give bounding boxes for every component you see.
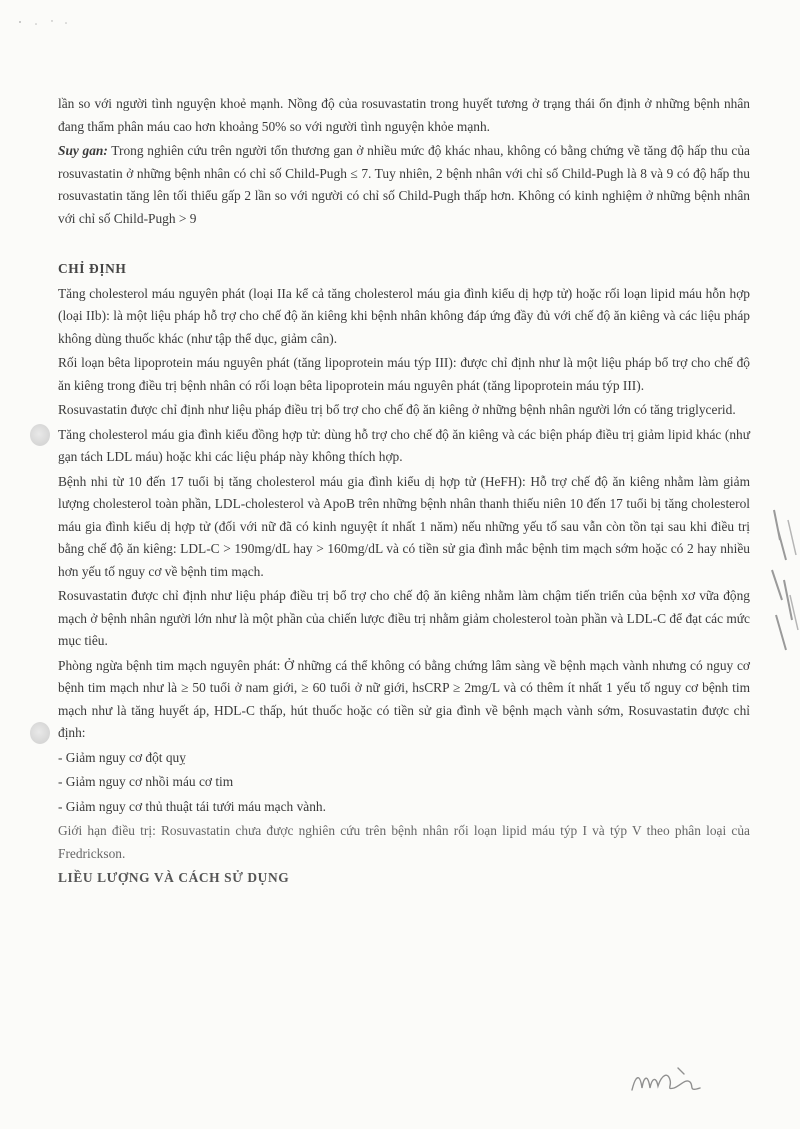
limitation-paragraph: Giới hạn điều trị: Rosuvastatin chưa được nghiên cứu trên bệnh nhân rối loạn lipid máu týp I và týp V theo phân loại của Fredrickson.: [58, 823, 750, 861]
paragraph: Tăng cholesterol máu nguyên phát (loại IIa kể cả tăng cholesterol máu gia đình kiểu dị hợp tử) hoặc rối loạn lipid máu hỗn hợp (loại IIb): là một liệu pháp hỗ trợ cho chế độ ăn kiêng khi bệnh nhân không đáp ứng đầy đủ với chế độ ăn kiêng và các liệu pháp không dùng thuốc khác (như tập thể dục, giảm cân).: [58, 285, 750, 346]
section-heading-indications: CHỈ ĐỊNH: [58, 261, 127, 276]
liver-paragraph: [58, 140, 750, 230]
punch-hole-mark: [30, 424, 50, 446]
list-item: - Giảm nguy cơ thủ thuật tái tưới máu mạch vành.: [58, 798, 326, 814]
list-item: - Giảm nguy cơ đột quỵ: [58, 749, 186, 765]
scan-speckle-icon: [14, 18, 74, 28]
paragraph: Rosuvastatin được chỉ định như liệu pháp điều trị bổ trợ cho chế độ ăn kiêng nhằm làm chậm tiến triển của bệnh xơ vữa động mạch ở bệnh nhân người lớn như là một phần của chiến lược điều trị nhằm giảm cholesterol toàn phần và LDL-C để đạt các mức mục tiêu.: [58, 588, 750, 648]
paragraph: Bệnh nhi từ 10 đến 17 tuổi bị tăng cholesterol máu gia đình kiểu dị hợp tử (HeFH): Hỗ trợ chế độ ăn kiêng nhằm làm giảm lượng cholesterol toàn phần, LDL-cholesterol và ApoB trên những bệnh nhân thanh thiếu niên 10 đến 17 tuổi bị tăng cholesterol máu gia đình kiểu dị hợp tử (đối với nữ đã có kinh nguyệt ít nhất 1 năm) nếu những yếu tố sau vẫn còn tồn tại sau khi điều trị bằng chế độ ăn kiêng: LDL-C > 190mg/dL hay > 160mg/dL và có tiền sử gia đình mắc bệnh tim mạch sớm hoặc có 2 hay nhiều hơn yếu tố nguy cơ về bệnh tim mạch.: [58, 473, 750, 579]
paragraph: Rosuvastatin được chỉ định như liệu pháp điều trị bổ trợ cho chế độ ăn kiêng ở những bệnh nhân người lớn có tăng triglycerid.: [58, 402, 736, 417]
punch-hole-mark: [30, 722, 50, 744]
scan-edge-mark-icon: [766, 500, 800, 660]
paragraph: lần so với người tình nguyện khoẻ mạnh. Nồng độ của rosuvastatin trong huyết tương ở trạng thái ổn định ở những bệnh nhân đang thẩm phân máu cao hơn khoảng 50% so với người tình nguyện khỏe mạnh.: [58, 96, 750, 134]
liver-lead: Suy gan:: [58, 143, 108, 158]
document-body: [58, 93, 750, 892]
paragraph: Phòng ngừa bệnh tim mạch nguyên phát: Ở những cá thể không có bằng chứng lâm sàng về bệnh mạch vành nhưng có nguy cơ bệnh tim mạch như là ≥ 50 tuổi ở nam giới, ≥ 60 tuổi ở nữ giới, hsCRP ≥ 2mg/L và có thêm ít nhất 1 yếu tố nguy cơ bệnh tim mạch như là tăng huyết áp, HDL-C thấp, hút thuốc hoặc có tiền sử gia đình về bệnh mạch vành sớm, Rosuvastatin được chỉ định:: [58, 657, 750, 740]
paragraph: Tăng cholesterol máu gia đình kiểu đồng hợp tử: dùng hỗ trợ cho chế độ ăn kiêng và các biện pháp điều trị giảm lipid khác (như gạn tách LDL máu) hoặc khi các liệu pháp này không thích hợp.: [58, 426, 750, 464]
section-heading-dosage: LIỀU LƯỢNG VÀ CÁCH SỬ DỤNG: [58, 870, 290, 885]
handwritten-signature-icon: [628, 1060, 708, 1100]
list-item: - Giảm nguy cơ nhồi máu cơ tim: [58, 774, 234, 789]
paragraph: Rối loạn bêta lipoprotein máu nguyên phát (tăng lipoprotein máu týp III): được chỉ định như là một liệu pháp bổ trợ cho chế độ ăn kiêng trong điều trị bệnh nhân có rối loạn bêta lipoprotein máu nguyên phát (tăng lipoprotein máu týp III).: [58, 355, 750, 393]
liver-text: Trong nghiên cứu trên người tổn thương gan ở nhiều mức độ khác nhau, không có bằng chứng về tăng độ hấp thu của rosuvastatin ở những bệnh nhân có chỉ số Child-Pugh ≤ 7. Tuy nhiên, 2 bệnh nhân với chỉ số Child-Pugh là 8 và 9 có độ hấp thu rosuvastatin tăng lên tối thiểu gấp 2 lần so với người có chỉ số Child-Pugh thấp hơn. Không có kinh nghiệm ở những bệnh nhân với chỉ số Child-Pugh > 9: [58, 143, 750, 226]
